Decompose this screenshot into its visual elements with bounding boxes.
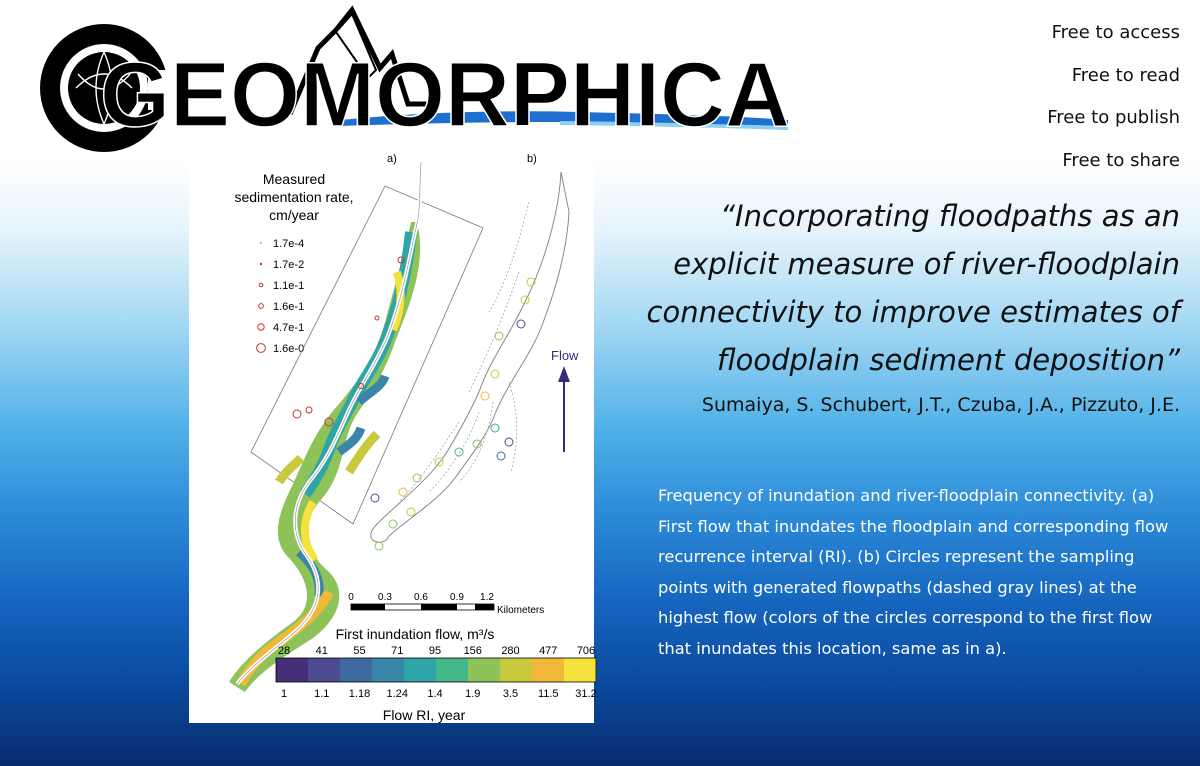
ri-tick-label: 31.2 <box>575 688 597 700</box>
legend-item: 1.7e-4 <box>273 238 305 250</box>
free-list <box>1047 12 1180 182</box>
ri-tick-label: 3.5 <box>502 688 519 700</box>
flow-tick-label: 156 <box>463 645 482 657</box>
ri-axis-title: Flow RI, year <box>382 707 466 723</box>
flow-tick-label: 55 <box>353 645 366 657</box>
panel-a-label: a) <box>387 153 397 165</box>
svg-text:1.2: 1.2 <box>480 592 494 603</box>
logo-wordmark: GEOMORPHICA <box>100 44 790 146</box>
colorbar-cell <box>436 658 469 682</box>
figure-map <box>189 152 597 723</box>
colorbar-cell <box>276 658 309 682</box>
scale-unit: Kilometers <box>497 605 545 616</box>
colorbar <box>276 645 597 700</box>
legend-title-line: cm/year <box>269 207 319 223</box>
ri-tick-label: 1.9 <box>465 688 481 700</box>
colorbar-cell <box>404 658 437 682</box>
free-item: Free to access <box>1051 22 1180 43</box>
flow-tick-label: 71 <box>391 645 404 657</box>
colorbar-title: First inundation flow, m³/s <box>335 626 495 642</box>
ri-tick-label: 1.24 <box>386 688 408 700</box>
legend-item: 1.1e-1 <box>273 280 305 292</box>
flow-tick-label: 28 <box>277 645 291 657</box>
ri-tick-label: 11.5 <box>537 688 559 700</box>
legend-title-line: Measured <box>262 171 326 187</box>
colorbar-cell <box>372 658 405 682</box>
panel-b-label: b) <box>527 153 537 165</box>
floodpath-map-b <box>371 172 569 550</box>
sedimentation-legend <box>234 171 353 355</box>
svg-text:0.9: 0.9 <box>450 592 464 603</box>
legend-item: 1.6e-1 <box>273 301 305 313</box>
colorbar-cell <box>340 658 373 682</box>
free-item: Free to read <box>1071 64 1180 86</box>
flow-tick-label: 41 <box>315 645 328 657</box>
legend-item: 4.7e-1 <box>273 322 305 334</box>
flow-tick-label: 706 <box>576 645 596 657</box>
legend-item: 1.6e-0 <box>273 343 305 355</box>
svg-text:0.3: 0.3 <box>378 592 392 603</box>
ri-tick-label: 1.18 <box>348 688 371 700</box>
flow-tick-label: 95 <box>428 645 442 657</box>
authors: Sumaiya, S. Schubert, J.T., Czuba, J.A., Pizzuto, J.E. <box>701 394 1180 416</box>
scale-bar <box>348 592 544 616</box>
flow-tick-label: 280 <box>501 645 520 657</box>
figure-caption: Frequency of inundation and river-floodplain connectivity. (a) First flow that inundates the floodplain and corresponding flow recurrence interval (RI). (b) Circles represent the sampling points with generated flowpaths (dashed gray lines) at the highest flow (colors of the circles correspond to the first flow that inundates this location, same as in a). <box>658 486 1169 658</box>
free-item: Free to publish <box>1047 107 1180 128</box>
geomorphica-logo <box>40 8 800 158</box>
legend-title-line: sedimentation rate, <box>234 189 354 205</box>
colorbar-cell <box>308 658 341 682</box>
colorbar-cell <box>500 658 533 682</box>
free-item: Free to share <box>1062 149 1180 171</box>
colorbar-cell <box>532 658 565 682</box>
ri-tick-label: 1.4 <box>427 688 443 700</box>
ri-tick-label: 1.1 <box>314 688 330 700</box>
colorbar-cell <box>564 658 597 682</box>
article-title-quote: “Incorporating floodpaths as an explicit measure of river-floodplain connectivity to improve estimates of floodplain sediment deposition” <box>646 199 1180 377</box>
svg-text:0: 0 <box>348 592 354 603</box>
colorbar-cell <box>468 658 501 682</box>
ri-tick-label: 1 <box>280 688 288 700</box>
flow-label: Flow <box>551 348 579 363</box>
svg-text:0.6: 0.6 <box>414 592 428 603</box>
flow-tick-label: 477 <box>539 645 558 657</box>
legend-item: 1.7e-2 <box>273 259 305 271</box>
floodplain-map-a <box>229 162 421 692</box>
